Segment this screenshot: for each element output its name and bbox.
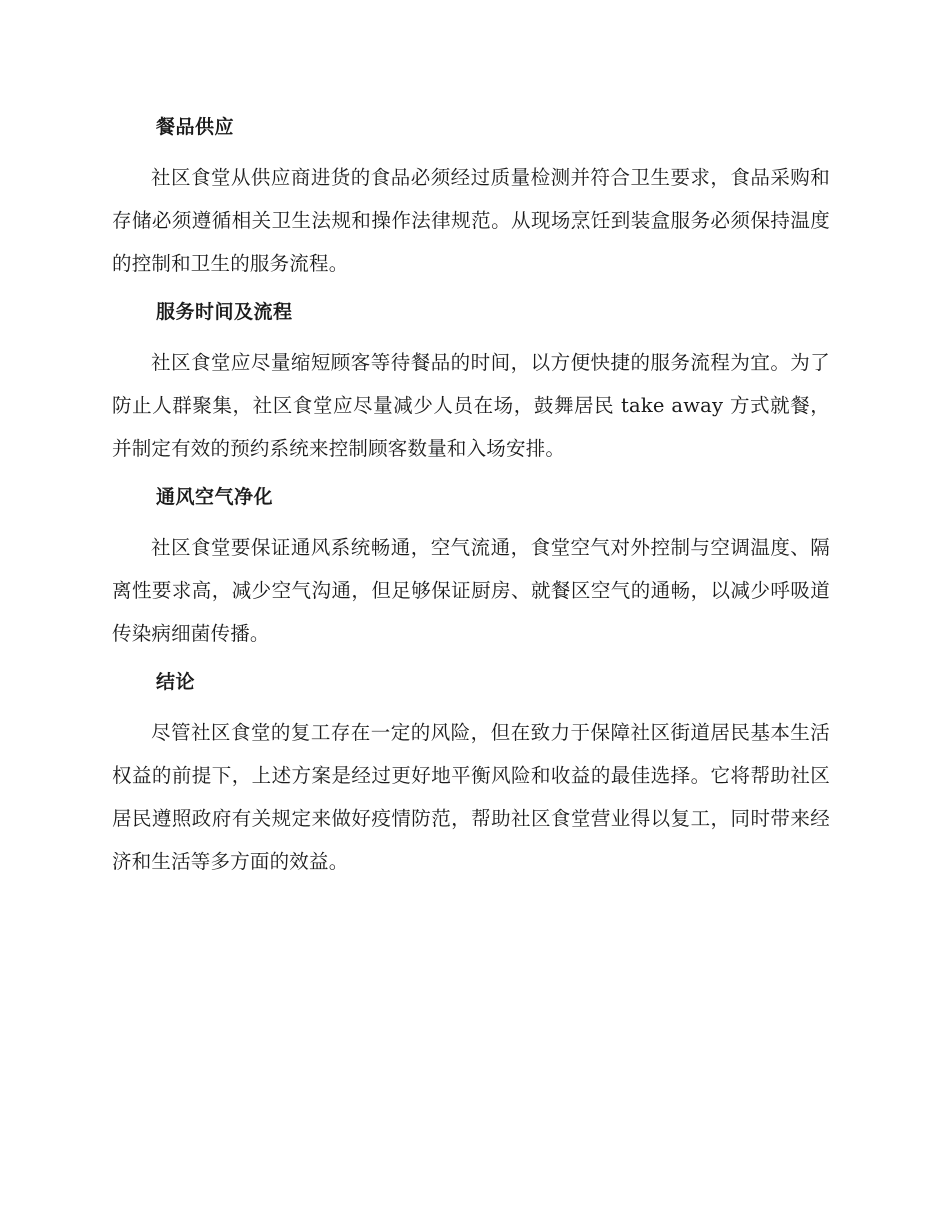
section-paragraph: 社区食堂应尽量缩短顾客等待餐品的时间，以方便快捷的服务流程为宜。为了防止人群聚集，社区食堂应尽量减少人员在场，鼓舞居民 take away 方式就餐，并制定有效的预约系统来控制顾客数量和入场安排。 xyxy=(112,351,830,460)
section-paragraph: 社区食堂要保证通风系统畅通，空气流通，食堂空气对外控制与空调温度、隔离性要求高，减少空气沟通，但足够保证厨房、就餐区空气的通畅，以减少呼吸道传染病细菌传播。 xyxy=(112,536,830,645)
section-service-time xyxy=(112,293,830,470)
section-paragraph: 尽管社区食堂的复工存在一定的风险，但在致力于保障社区街道居民基本生活权益的前提下，上述方案是经过更好地平衡风险和收益的最佳选择。它将帮助社区居民遵照政府有关规定来做好疫情防范，帮助社区食堂营业得以复工，同时带来经济和生活等多方面的效益。 xyxy=(112,721,830,873)
section-conclusion xyxy=(112,663,830,883)
section-heading: 服务时间及流程 xyxy=(156,301,293,323)
section-paragraph: 社区食堂从供应商进货的食品必须经过质量检测并符合卫生要求，食品采购和存储必须遵循相关卫生法规和操作法律规范。从现场烹饪到装盒服务必须保持温度的控制和卫生的服务流程。 xyxy=(112,166,830,275)
section-heading: 结论 xyxy=(156,671,196,693)
section-heading: 餐品供应 xyxy=(156,116,235,138)
section-heading: 通风空气净化 xyxy=(156,486,274,508)
section-ventilation xyxy=(112,478,830,655)
section-food-supply xyxy=(112,108,830,285)
document-page xyxy=(112,108,830,891)
